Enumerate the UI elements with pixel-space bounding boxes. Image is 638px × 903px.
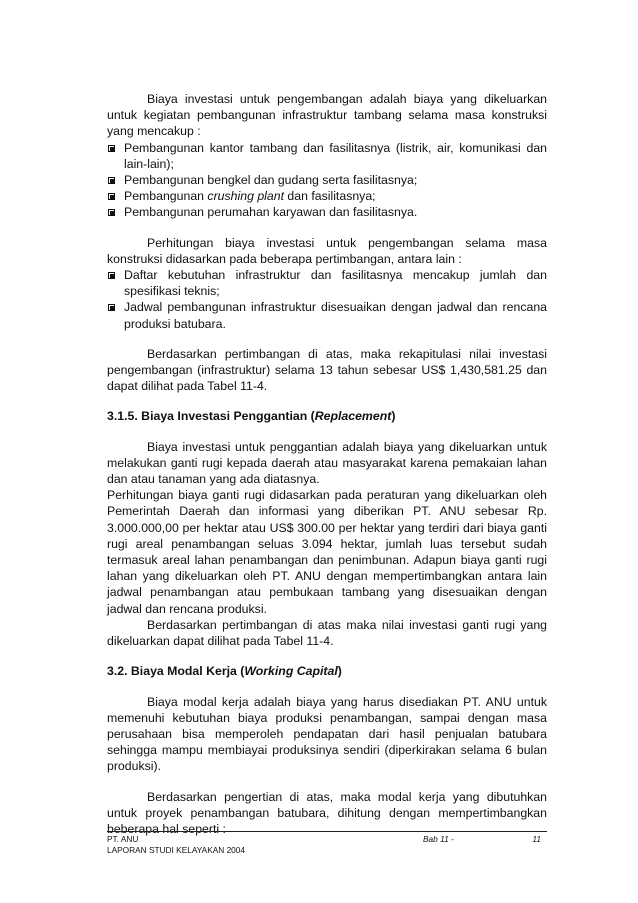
checkbox-bullet-icon [108,272,115,279]
list-item [107,299,547,331]
checkbox-bullet-icon [108,304,115,311]
list-item-text: Pembangunan [124,189,208,204]
bullet-list [107,140,547,221]
list-item-emphasis: crushing plant [207,189,284,204]
spacer [107,649,547,663]
bullet-list [107,267,547,332]
paragraph: Biaya investasi untuk pengembangan adalah biaya yang dikeluarkan untuk kegiatan pembangunan infrastruktur tambang selama masa konstruksi yang mencakup : [107,92,547,139]
list-item-text: dan fasilitasnya; [283,189,376,204]
list-item [107,188,547,204]
spacer [107,332,547,346]
footer-chapter: Bab 11 - [423,834,454,844]
heading-text: ) [337,664,342,679]
footer-company: PT. ANU [107,834,139,844]
paragraph: Berdasarkan pertimbangan di atas maka nilai investasi ganti rugi yang dikeluarkan dapat dilihat pada Tabel 11-4. [107,617,547,649]
list-item [107,172,547,188]
heading-text: ) [391,409,396,424]
document-body [107,91,547,837]
heading-emphasis: Working Capital [244,664,338,679]
list-item-text: Pembangunan bengkel dan gudang serta fasilitasnya; [124,173,418,188]
paragraph: Berdasarkan pengertian di atas, maka modal kerja yang dibutuhkan untuk proyek penambangan batubara, dihitung dengan mempertimbangkan beberapa hal seperti : [107,789,547,836]
spacer [107,394,547,408]
heading-emphasis: Replacement [314,409,392,424]
section-heading [107,663,547,679]
section-heading [107,408,547,424]
checkbox-bullet-icon [108,193,115,200]
paragraph: Biaya investasi untuk penggantian adalah biaya yang dikeluarkan untuk melakukan ganti rugi kepada daerah atau masyarakat karena pemakaian lahan dan atau tanaman yang ada diatasnya. [107,439,547,487]
list-item [107,140,547,172]
list-item-text: Jadwal pembangunan infrastruktur disesuaikan dengan jadwal dan rencana produksi batubara. [124,300,547,331]
paragraph: Perhitungan biaya ganti rugi didasarkan pada peraturan yang dikeluarkan oleh Pemerintah Daerah dan informasi yang diberikan PT. ANU sebesar Rp. 3.000.000,00 per hektar atau US$ 300.00 per hektar yang terdiri dari biaya ganti rugi areal penambangan seluas 3.094 hektar, jumlah luas tersebut sudah termasuk areal lahan penambangan dan penimbunan. Adapun biaya ganti rugi lahan yang dikeluarkan oleh PT. ANU dengan mempertimbangkan antara lain jadwal penambangan atau pembukaan tambang yang disesuaikan dengan jadwal dan rencana produksi. [107,488,547,616]
spacer [107,680,547,694]
paragraph: Biaya modal kerja adalah biaya yang harus disediakan PT. ANU untuk memenuhi kebutuhan biaya produksi penambangan, sampai dengan masa perusahaan bisa memperoleh pendapatan dari hasil penjualan batubara sehingga mampu membiayai produksinya sendiri (diperkirakan selama 6 bulan produksi). [107,694,547,774]
footer-row [107,834,547,845]
checkbox-bullet-icon [108,177,115,184]
list-item-text: Pembangunan perumahan karyawan dan fasilitasnya. [124,205,418,220]
paragraph: Berdasarkan pertimbangan di atas, maka rekapitulasi nilai investasi pengembangan (infrastruktur) selama 13 tahun sebesar US$ 1,430,581.25 dan dapat dilihat pada Tabel 11-4. [107,346,547,394]
footer-report-title: LAPORAN STUDI KELAYAKAN 2004 [107,845,246,855]
list-item-text: Daftar kebutuhan infrastruktur dan fasilitasnya mencakup jumlah dan spesifikasi teknis; [124,268,547,299]
list-item [107,267,547,299]
footer-page-number: 11 [532,834,541,844]
spacer [107,775,547,789]
list-item [107,204,547,220]
heading-text: 3.1.5. Biaya Investasi Penggantian ( [107,409,315,424]
paragraph: Perhitungan biaya investasi untuk pengembangan selama masa konstruksi didasarkan pada beberapa pertimbangan, antara lain : [107,235,547,266]
heading-text: 3.2. Biaya Modal Kerja ( [107,664,245,679]
checkbox-bullet-icon [108,145,115,152]
page-footer [107,831,547,856]
checkbox-bullet-icon [108,209,115,216]
spacer [107,425,547,439]
list-item-text: Pembangunan kantor tambang dan fasilitasnya (listrik, air, komunikasi dan lain-lain); [124,140,547,171]
spacer [107,221,547,235]
